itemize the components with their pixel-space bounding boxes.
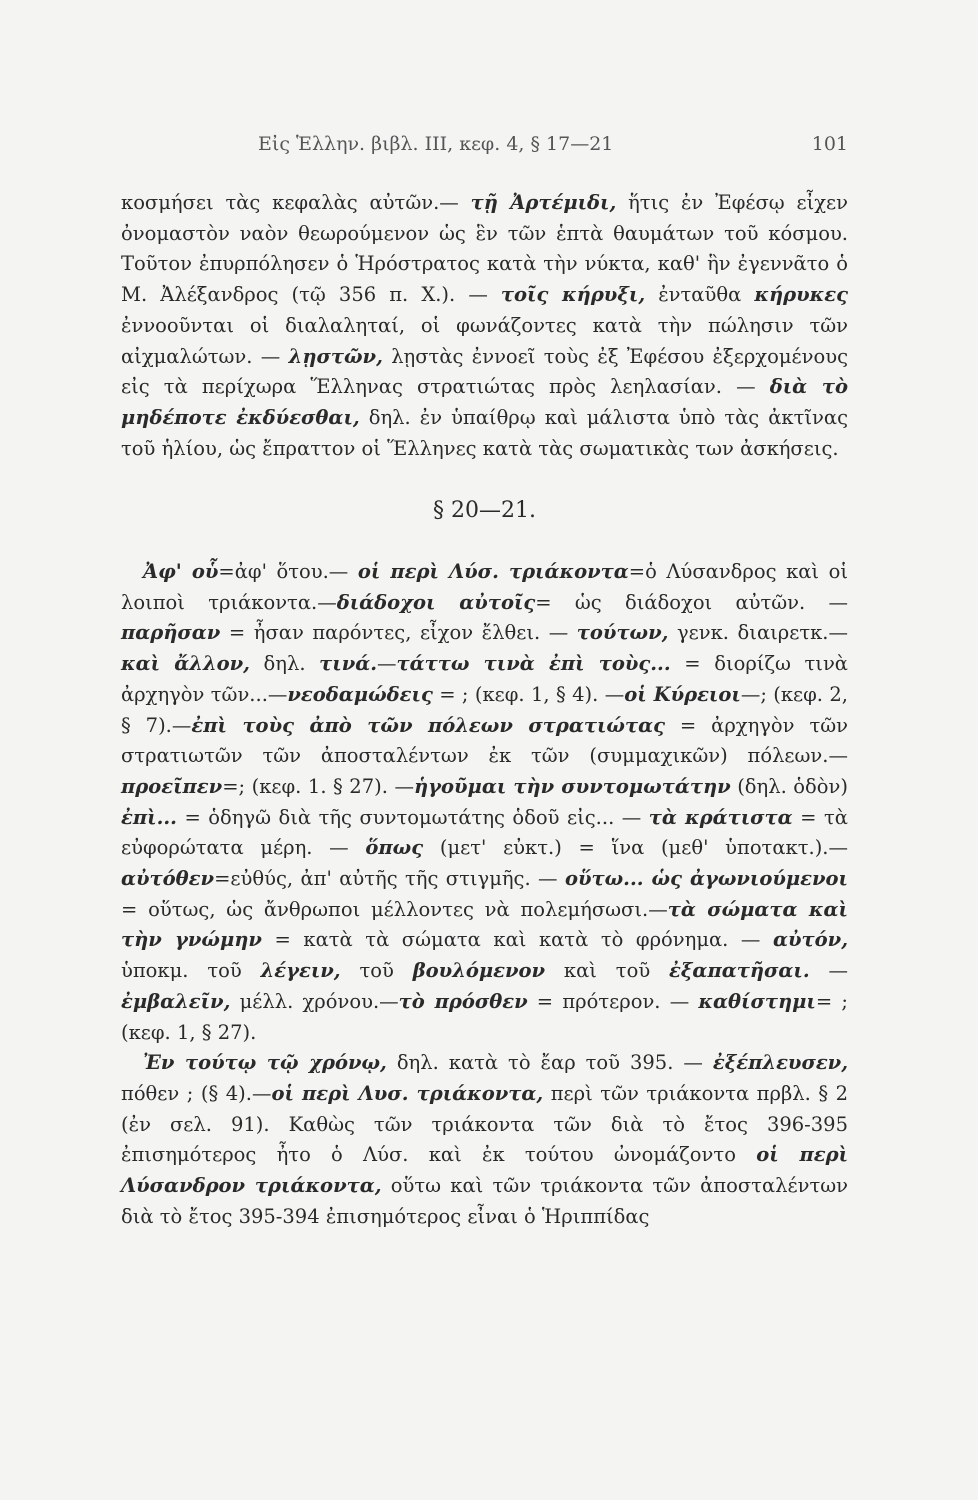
running-header (258, 133, 848, 155)
lemma: παρῆσαν (121, 621, 221, 645)
page-number: 101 (811, 133, 848, 155)
lemma: Ἐν τούτῳ τῷ χρόνῳ, (143, 1051, 387, 1075)
lemma: βουλόμενον (412, 959, 546, 983)
lemma: ἐξέπλευσεν, (712, 1051, 848, 1075)
lemma: οὕτω... ὡς ἀγωνιούμενοι (564, 867, 848, 891)
lemma: οἱ περὶ Λύσ. τριάκοντα (357, 560, 629, 584)
paragraph-1: κοσμήσει τὰς κεφαλὰς αὐτῶν.— τῇ Ἀρτέμιδι, ἥτις ἐν Ἐφέσῳ εἶχεν ὀνομαστὸν ναὸν θεωρούμενον ὡς ἓν τῶν ἑπτὰ θαυμάτων τοῦ κόσμου. Τοῦτον ἐπυρπόλησεν ὁ Ἡρόστρατος κατὰ τὴν νύκτα, καθ' ἣν ἐγεννᾶτο ὁ Μ. Ἀλέξανδρος (τῷ 356 π. Χ.). — τοῖς κήρυξι, ἐνταῦθα κήρυκες ἐννοοῦνται οἱ διαλαληταί, οἱ φωνάζοντες κατὰ τὴν πώλησιν τῶν αἰχμαλώτων. — λῃστῶν, λῃστὰς ἐννοεῖ τοὺς ἐξ Ἐφέσου ἐξερχομένους εἰς τὰ περίχωρα Ἕλληνας στρατιώτας πρὸς λεηλασίαν. — διὰ τὸ μηδέποτε ἐκδύεσθαι, δηλ. ἐν ὑπαίθρῳ καὶ μάλιστα ὑπὸ τὰς ἀκτῖνας τοῦ ἡλίου, ὡς ἔπραττον οἱ Ἕλληνες κατὰ τὰς σωματικὰς των ἀσκήσεις. (121, 191, 849, 460)
paragraph-3: Ἐν τούτῳ τῷ χρόνῳ, δηλ. κατὰ τὸ ἔαρ τοῦ 395. — ἐξέπλευσεν, πόθεν ; (§ 4).—οἱ περὶ Λυσ. τριάκοντα, περὶ τῶν τριάκοντα πρβλ. § 2 (ἐν σελ. 91). Καθὼς τῶν τριάκοντα τῶν διὰ τὸ ἔτος 396-395 ἐπισημότερος ἦτο ὁ Λύσ. καὶ ἐκ τούτου ὠνομάζοντο οἱ περὶ Λύσανδρον τριάκοντα, οὕτω καὶ τῶν τριάκοντα τῶν ἀποσταλέντων διὰ τὸ ἔτος 395-394 ἐπισημότερος εἶναι ὁ Ἡριππίδας (121, 1051, 848, 1228)
lemma: ἡγοῦμαι τὴν συντομωτάτην (413, 774, 731, 798)
lemma: τὸ πρόσθεν (398, 989, 528, 1013)
lemma: ἐπὶ... (121, 805, 177, 829)
lemma: ὅπως (365, 836, 424, 860)
lemma: λῃστῶν, (288, 344, 383, 368)
lemma: νεοδαμώδεις (287, 682, 433, 706)
lemma: λέγειν, (260, 959, 341, 983)
lemma: διάδοχοι αὐτοῖς (336, 590, 536, 614)
commentary-text (121, 188, 848, 1233)
lemma: ἐξαπατῆσαι. (669, 959, 810, 983)
lemma: αὐτόν, (773, 928, 848, 952)
lemma: αὐτόθεν (121, 867, 215, 891)
header-title: Εἰς Ἑλλην. βιβλ. ΙΙΙ, κεφ. 4, § 17—21 (258, 133, 614, 155)
lemma: οἱ Κύρειοι (624, 682, 741, 706)
lemma: διὰ τὸ μηδέποτε ἐκδύεσθαι, (121, 375, 849, 429)
lemma: τοῖς κήρυξι, (500, 283, 646, 307)
lemma: τάττω τινὰ ἐπὶ τοὺς... (396, 652, 671, 676)
lemma: ἐμβαλεῖν, (121, 989, 231, 1013)
lemma: τὰ σώματα καὶ τὴν γνώμην (121, 897, 848, 952)
section-heading: § 20—21. (433, 498, 536, 524)
lemma: κήρυκες (754, 283, 848, 307)
lemma: τῇ Ἀρτέμιδι, (470, 191, 617, 214)
lemma: τινά. (319, 652, 378, 676)
lemma: καὶ ἄλλον, (121, 652, 250, 676)
lemma: οἱ περὶ Λύσανδρον τριάκοντα, (121, 1143, 848, 1198)
lemma: Ἀφ' οὗ (143, 560, 219, 584)
lemma: καθίστημι (698, 989, 816, 1013)
lemma: ἐπὶ τοὺς ἀπὸ τῶν πόλεων στρατιώτας (191, 713, 665, 737)
lemma: τὰ κράτιστα (648, 805, 793, 829)
paragraph-2: Ἀφ' οὗ=ἀφ' ὅτου.— οἱ περὶ Λύσ. τριάκοντα=ὁ Λύσανδρος καὶ οἱ λοιποὶ τριάκοντα.—διάδοχοι αὐτοῖς= ὡς διάδοχοι αὐτῶν. — παρῆσαν = ἦσαν παρόντες, εἶχον ἔλθει. — τούτων, γενκ. διαιρετκ.— καὶ ἄλλον, δηλ. τινά.—τάττω τινὰ ἐπὶ τοὺς... = διορίζω τινὰ ἀρχηγὸν τῶν...—νεοδαμώδεις = ; (κεφ. 1, § 4). —οἱ Κύρειοι—; (κεφ. 2, § 7).—ἐπὶ τοὺς ἀπὸ τῶν πόλεων στρατιώτας = ἀρχηγὸν τῶν στρατιωτῶν τῶν ἀποσταλέντων ἐκ τῶν (συμμαχικῶν) πόλεων.—προεῖπεν=; (κεφ. 1. § 27). —ἡγοῦμαι τὴν συντομωτάτην (δηλ. ὁδὸν) ἐπὶ... = ὁδηγῶ διὰ τῆς συντομωτάτης ὁδοῦ εἰς... — τὰ κράτιστα = τὰ εὐφορώτατα μέρη. — ὅπως (μετ' εὐκτ.) = ἵνα (μεθ' ὑποτακτ.).—αὐτόθεν=εὐθύς, ἀπ' αὐτῆς τῆς στιγμῆς. — οὕτω... ὡς ἀγωνιούμενοι = οὕτως, ὡς ἄνθρωποι μέλλοντες νὰ πολεμήσωσι.—τὰ σώματα καὶ τὴν γνώμην = κατὰ τὰ σώματα καὶ κατὰ τὸ φρόνημα. — αὐτόν, ὑποκμ. τοῦ λέγειν, τοῦ βουλόμενον καὶ τοῦ ἐξαπατῆσαι. — ἐμβαλεῖν, μέλλ. χρόνου.—τὸ πρόσθεν = πρότερον. — καθίστημι= ; (κεφ. 1, § 27). (121, 560, 849, 1044)
lemma: προεῖπεν (121, 774, 223, 798)
lemma: τούτων, (576, 621, 669, 645)
lemma: οἱ περὶ Λυσ. τριάκοντα, (271, 1081, 544, 1105)
